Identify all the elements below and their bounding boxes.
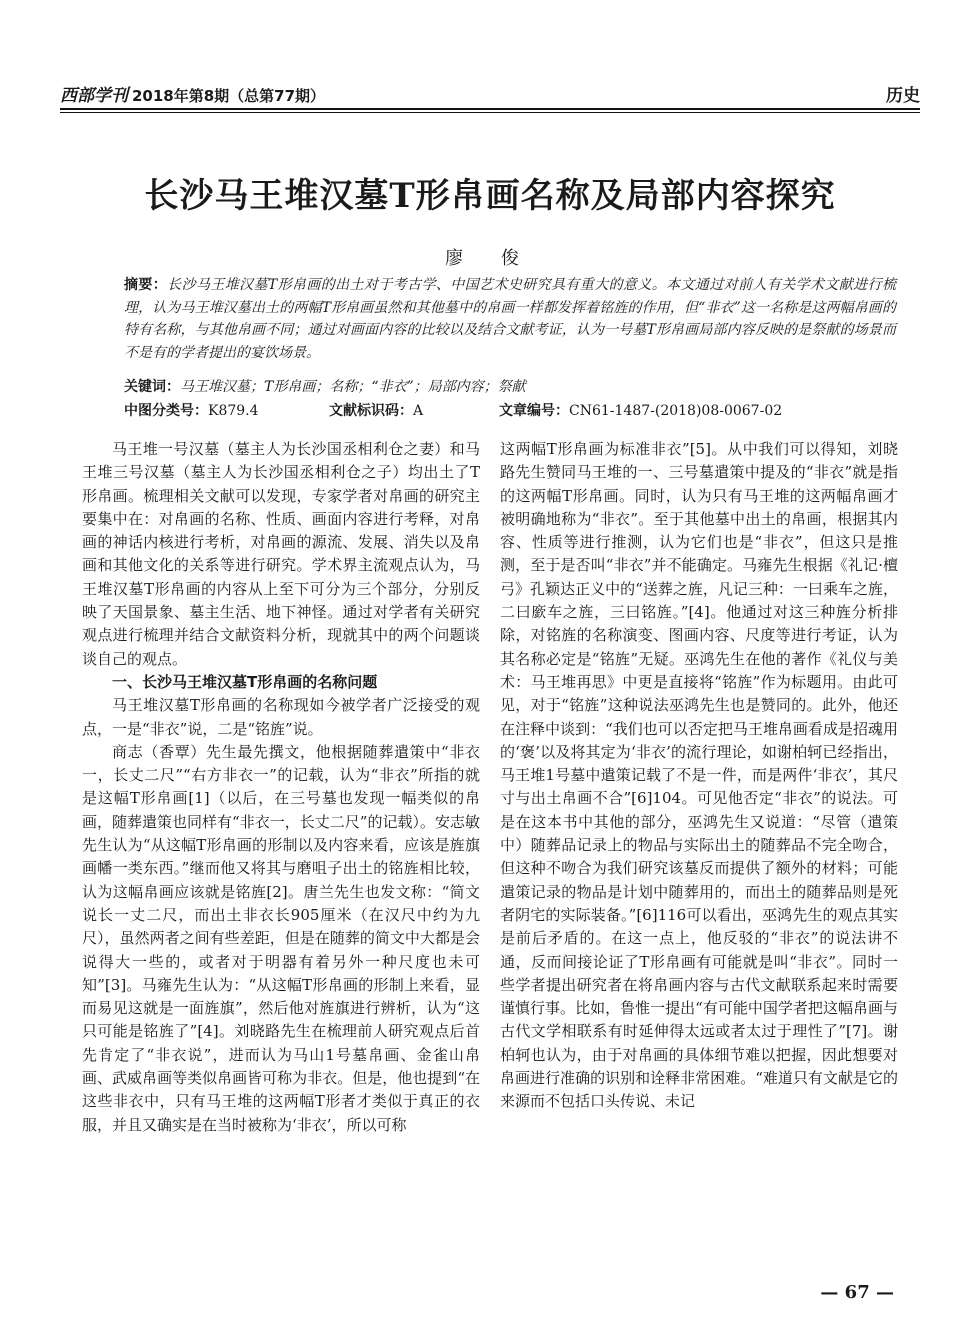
doc-code-label: 文献标识码： (329, 403, 413, 419)
body-paragraph: 商志（香覃）先生最先撰文，他根据随葬遣策中“非衣一，长丈二尺”“右方非衣一”的记载，认为“非衣”所指的就是这幅T形帛画[1]（以后，在三号墓也发现一幅类似的帛画，随葬遣策也同样有“非衣一，长丈二尺”的记载）。安志敏先生认为“从这幅T形帛画的形制以及内容来看，应该是旌旗画幡一类东西。”继而他又将其与磨咀子出土的铭旌相比较，认为这幅帛画应该就是铭旌[2]。唐兰先生也发文称：“简文说长一丈二尺，而出土非衣长905厘米（在汉尺中约为九尺），虽然两者之间有些差距，但是在随葬的简文中大都是会说得大一些的，或者对于明器有着另外一种尺度也未可知”[3]。马雍先生认为：“从这幅T形帛画的形制上来看，显而易见这就是一面旌旗”，然后他对旌旗进行辨析，认为“这只可能是铭旌了”[4]。刘晓路先生在梳理前人研究观点后首先肯定了“非衣说”，进而认为马山1号墓帛画、金雀山帛画、武威帛画等类似帛画皆可称为非衣。但是，他也提到“在这些非衣中，只有马王堆的这两幅T形者才类似于真正的衣服，并且又确实是在当时被称为‘非衣’，所以可称 (82, 742, 480, 1134)
keywords (124, 376, 896, 396)
article-number-value: CN61-1487-(2018)08-0067-02 (569, 403, 783, 419)
body-column-right (500, 438, 898, 1114)
article-author: 廖 俊 (445, 248, 535, 269)
article-number (499, 400, 782, 420)
abstract-text: 长沙马王堆汉墓T形帛画的出土对于考古学、中国艺术史研究具有重大的意义。本文通过对前人有关学术文献进行梳理，认为马王堆汉墓出土的两幅T形帛画虽然和其他墓中的帛画一样都发挥着铭旌的作用，但“非衣”这一名称是这两幅帛画的特有名称，与其他帛画不同；通过对画面内容的比较以及结合文献考证，认为一号墓T形帛画局部内容反映的是祭献的场景而不是有的学者提出的宴饮场景。 (124, 277, 896, 361)
header-rule-thin (60, 112, 920, 113)
article-title: 长沙马王堆汉墓T形帛画名称及局部内容探究 (144, 176, 836, 216)
page-header (60, 70, 920, 106)
body-column-left (82, 438, 480, 1137)
classification-line (124, 400, 896, 420)
header-rule-thick (60, 108, 920, 110)
section-name: 历史 (886, 86, 920, 106)
body-paragraph: 这两幅T形帛画为标准非衣”[5]。从中我们可以得知，刘晓路先生赞同马王堆的一、三号墓遣策中提及的“非衣”就是指的这两幅T形帛画。同时，认为只有马王堆的这两幅帛画才被明确地称为“非衣”。至于其他墓中出土的帛画，根据其内容、性质等进行推测，认为它们也是“非衣”，但这只是推测，至于是否叫“非衣”并不能确定。马雍先生根据《礼记·檀弓》孔颖达正义中的“送葬之旌，凡记三种：一曰乘车之旌，二曰廞车之旌，三曰铭旌。”[4]。他通过对这三种旌分析排除，对铭旌的名称演变、图画内容、尺度等进行考证，认为其名称必定是“铭旌”无疑。巫鸿先生在他的著作《礼仪与美术：马王堆再思》中更是直接将“铭旌”作为标题用。由此可见，对于“铭旌”这种说法巫鸿先生也是赞同的。此外，他还在注释中谈到：“我们也可以否定把马王堆帛画看成是招魂用的‘褒’以及将其定为‘非衣’的流行理论，如谢柏轲已经指出，马王堆1号墓中遣策记载了不是一件，而是两件‘非衣’，其尺寸与出土帛画不合”[6]104。可见他否定“非衣”的说法。可是在这本书中其他的部分，巫鸿先生又说道：“尽管（遣策中）随葬品记录上的物品与实际出土的随葬品不完全吻合，但这种不吻合为我们研究该墓反而提供了额外的材料；可能遣策记录的物品是计划中随葬用的，而出土的随葬品则是死者阴宅的实际装备。”[6]116可以看出，巫鸿先生的观点其实是前后矛盾的。在这一点上，他反驳的“非衣”的说法讲不通，反而间接论证了T形帛画有可能就是叫“非衣”。同时一些学者提出研究者在将帛画内容与古代文献联系起来时需要谨慎行事。比如，鲁惟一提出“有可能中国学者把这幅帛画与古代文学相联系有时延伸得太远或者太过于理性了”[7]。谢柏轲也认为，由于对帛画的具体细节难以把握，因此想要对帛画进行准确的识别和诠释非常困难。“难道只有文献是它的来源而不包括口头传说、未记 (500, 440, 898, 1111)
article-number-label: 文章编号： (499, 403, 569, 419)
journal-issue: 2018年第8期（总第77期） (132, 87, 326, 105)
keywords-label: 关键词： (124, 379, 180, 395)
body-paragraph: 马王堆汉墓T形帛画的名称现如今被学者广泛接受的观点，一是“非衣”说，二是“铭旌”说。 (82, 696, 480, 738)
section-heading: 一、长沙马王堆汉墓T形帛画的名称问题 (112, 672, 378, 691)
abstract-label: 摘要： (124, 277, 168, 293)
journal-name: 西部学刊 (60, 86, 128, 106)
doc-code-value: A (413, 403, 424, 419)
clc-value: K879.4 (208, 403, 259, 419)
page-number: — 67 — (820, 1282, 894, 1303)
clc-code (124, 400, 329, 420)
clc-label: 中图分类号： (124, 403, 208, 419)
abstract (124, 274, 896, 364)
doc-code (329, 400, 499, 420)
keywords-text: 马王堆汉墓；T形帛画；名称；“非衣”；局部内容；祭献 (180, 379, 526, 395)
journal-info (60, 81, 325, 106)
body-paragraph: 马王堆一号汉墓（墓主人为长沙国丞相利仓之妻）和马王堆三号汉墓（墓主人为长沙国丞相利仓之子）均出土了T形帛画。梳理相关文献可以发现，专家学者对帛画的研究主要集中在：对帛画的名称、性质、画面内容进行考释，对帛画的神话内核进行考析，对帛画的源流、发展、消失以及帛画和其他文化的关系等进行研究。学术界主流观点认为，马王堆汉墓T形帛画的内容从上至下可分为三个部分，分别反映了天国景象、墓主生活、地下神怪。通过对学者有关研究观点进行梳理并结合文献资料分析，现就其中的两个问题谈谈自己的观点。 (82, 440, 480, 668)
